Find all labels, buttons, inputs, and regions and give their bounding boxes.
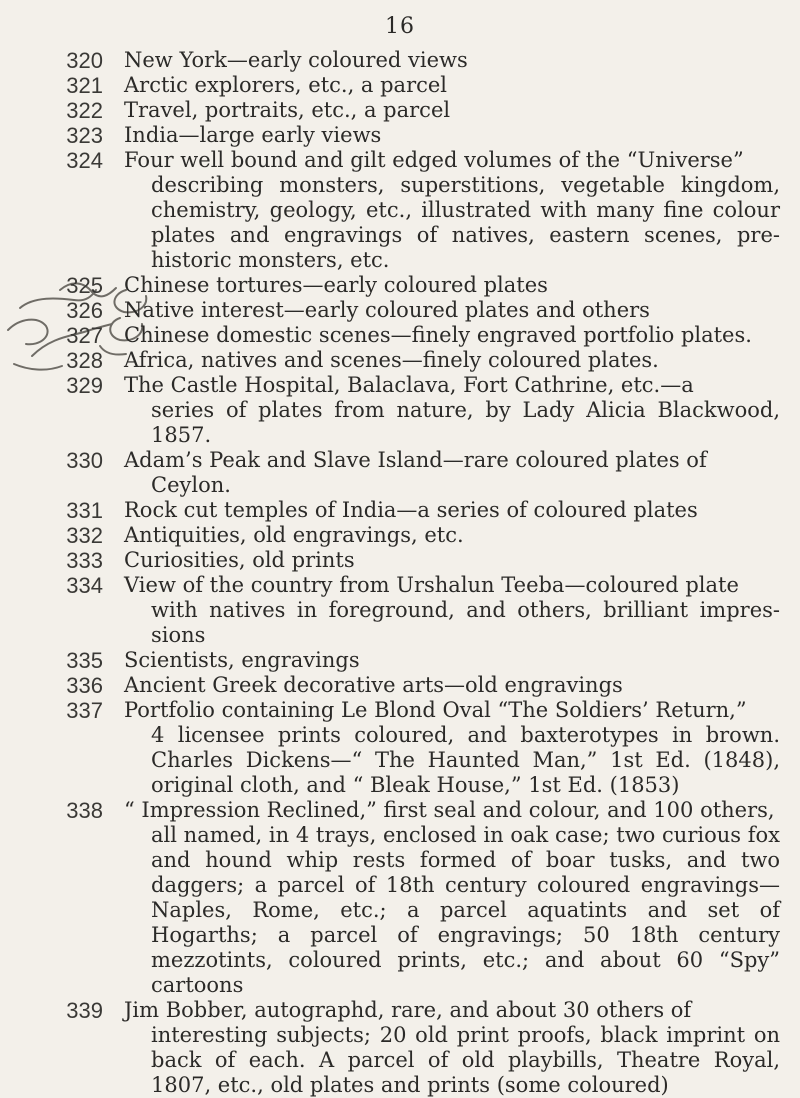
lot-first-line: New York—early coloured views [124,48,468,72]
lot-item [0,698,800,798]
lot-description [124,298,780,323]
lot-description [124,73,780,98]
lot-description [124,348,780,373]
lot-item [0,523,800,548]
lot-continuation: all named, in 4 trays, enclosed in oak case; two curious fox and hound whip rests formed of boar tusks, and two daggers; a parcel of 18th century coloured engravings—Naples, Rome, etc.; a parcel aquatints and set of Hogarths; a parcel of engravings; 50 18th century mezzotints, coloured prints, etc.; and about 60 “Spy” cartoons [151,823,780,997]
lot-description [124,448,780,498]
lot-first-line: Travel, portraits, etc., a parcel [124,98,451,122]
lot-description [124,498,780,523]
lot-description [124,373,780,448]
lot-list [0,48,800,1098]
lot-continuation: with natives in foreground, and others, brilliant impres-sions [151,598,780,647]
lot-number: 333 [66,548,103,573]
lot-item [0,73,800,98]
page-number: 16 [385,14,415,39]
lot-first-line: Ancient Greek decorative arts—old engravings [124,673,623,697]
lot-first-line: Curiosities, old prints [124,548,355,572]
lot-first-line: Adam’s Peak and Slave Island—rare coloured plates of [124,448,707,472]
lot-description [124,998,780,1098]
lot-first-line: Four well bound and gilt edged volumes of the “Universe” [124,148,744,172]
lot-first-line: Portfolio containing Le Blond Oval “The Soldiers’ Return,” [124,698,747,722]
lot-description [124,98,780,123]
lot-item [0,348,800,373]
lot-number: 327 [66,323,103,348]
lot-number: 325 [66,273,103,298]
lot-number: 339 [66,998,103,1023]
lot-first-line: Jim Bobber, autographd, rare, and about 30 others of [124,998,692,1022]
lot-description [124,648,780,673]
lot-number: 330 [66,448,103,473]
lot-first-line: Scientists, engravings [124,648,360,672]
lot-item [0,798,800,998]
lot-number: 321 [66,73,103,98]
lot-item [0,548,800,573]
lot-number: 324 [66,148,103,173]
lot-continuation: 4 licensee prints coloured, and baxterotypes in brown. Charles Dickens—“ The Haunted Man,” 1st Ed. (1848), original cloth, and “ Bleak House,” 1st Ed. (1853) [151,723,780,797]
lot-description [124,673,780,698]
lot-description [124,548,780,573]
lot-first-line: The Castle Hospital, Balaclava, Fort Cathrine, etc.—a [124,373,694,397]
lot-item [0,273,800,298]
lot-number: 337 [66,698,103,723]
lot-number: 335 [66,648,103,673]
lot-item [0,323,800,348]
lot-description [124,573,780,648]
lot-item [0,448,800,498]
lot-item [0,573,800,648]
lot-first-line: Native interest—early coloured plates and others [124,298,650,322]
lot-description [124,148,780,273]
lot-first-line: Chinese domestic scenes—finely engraved portfolio plates. [124,323,752,347]
lot-number: 320 [66,48,103,73]
lot-first-line: Arctic explorers, etc., a parcel [124,73,448,97]
lot-number: 334 [66,573,103,598]
lot-number: 322 [66,98,103,123]
lot-first-line: Rock cut temples of India—a series of coloured plates [124,498,698,522]
lot-number: 323 [66,123,103,148]
lot-number: 329 [66,373,103,398]
lot-description [124,123,780,148]
lot-description [124,273,780,298]
lot-description [124,798,780,998]
lot-item [0,98,800,123]
lot-description [124,523,780,548]
lot-description [124,698,780,798]
lot-item [0,123,800,148]
lot-item [0,148,800,273]
lot-description [124,323,780,348]
lot-item [0,298,800,323]
lot-first-line: Africa, natives and scenes—finely coloured plates. [124,348,659,372]
lot-number: 331 [66,498,103,523]
lot-first-line: Chinese tortures—early coloured plates [124,273,548,297]
lot-item [0,648,800,673]
lot-item [0,48,800,73]
lot-number: 338 [66,798,103,823]
lot-first-line: India—large early views [124,123,382,147]
lot-first-line: Antiquities, old engravings, etc. [124,523,464,547]
lot-description [124,48,780,73]
lot-number: 332 [66,523,103,548]
lot-continuation: describing monsters, superstitions, vegetable kingdom, chemistry, geology, etc., illustrated with many fine colour plates and engravings of natives, eastern scenes, pre-historic monsters, etc. [151,173,780,272]
lot-continuation: Ceylon. [151,473,231,497]
lot-continuation: series of plates from nature, by Lady Alicia Blackwood, 1857. [151,398,780,447]
lot-item [0,998,800,1098]
lot-continuation: interesting subjects; 20 old print proofs, black imprint on back of each. A parcel of old playbills, Theatre Royal, 1807, etc., old plates and prints (some coloured) [151,1023,780,1097]
lot-number: 326 [66,298,103,323]
lot-number: 328 [66,348,103,373]
lot-item [0,373,800,448]
lot-item [0,498,800,523]
lot-number: 336 [66,673,103,698]
lot-first-line: “ Impression Reclined,” first seal and colour, and 100 others, [124,798,775,822]
lot-item [0,673,800,698]
lot-first-line: View of the country from Urshalun Teeba—coloured plate [124,573,739,597]
